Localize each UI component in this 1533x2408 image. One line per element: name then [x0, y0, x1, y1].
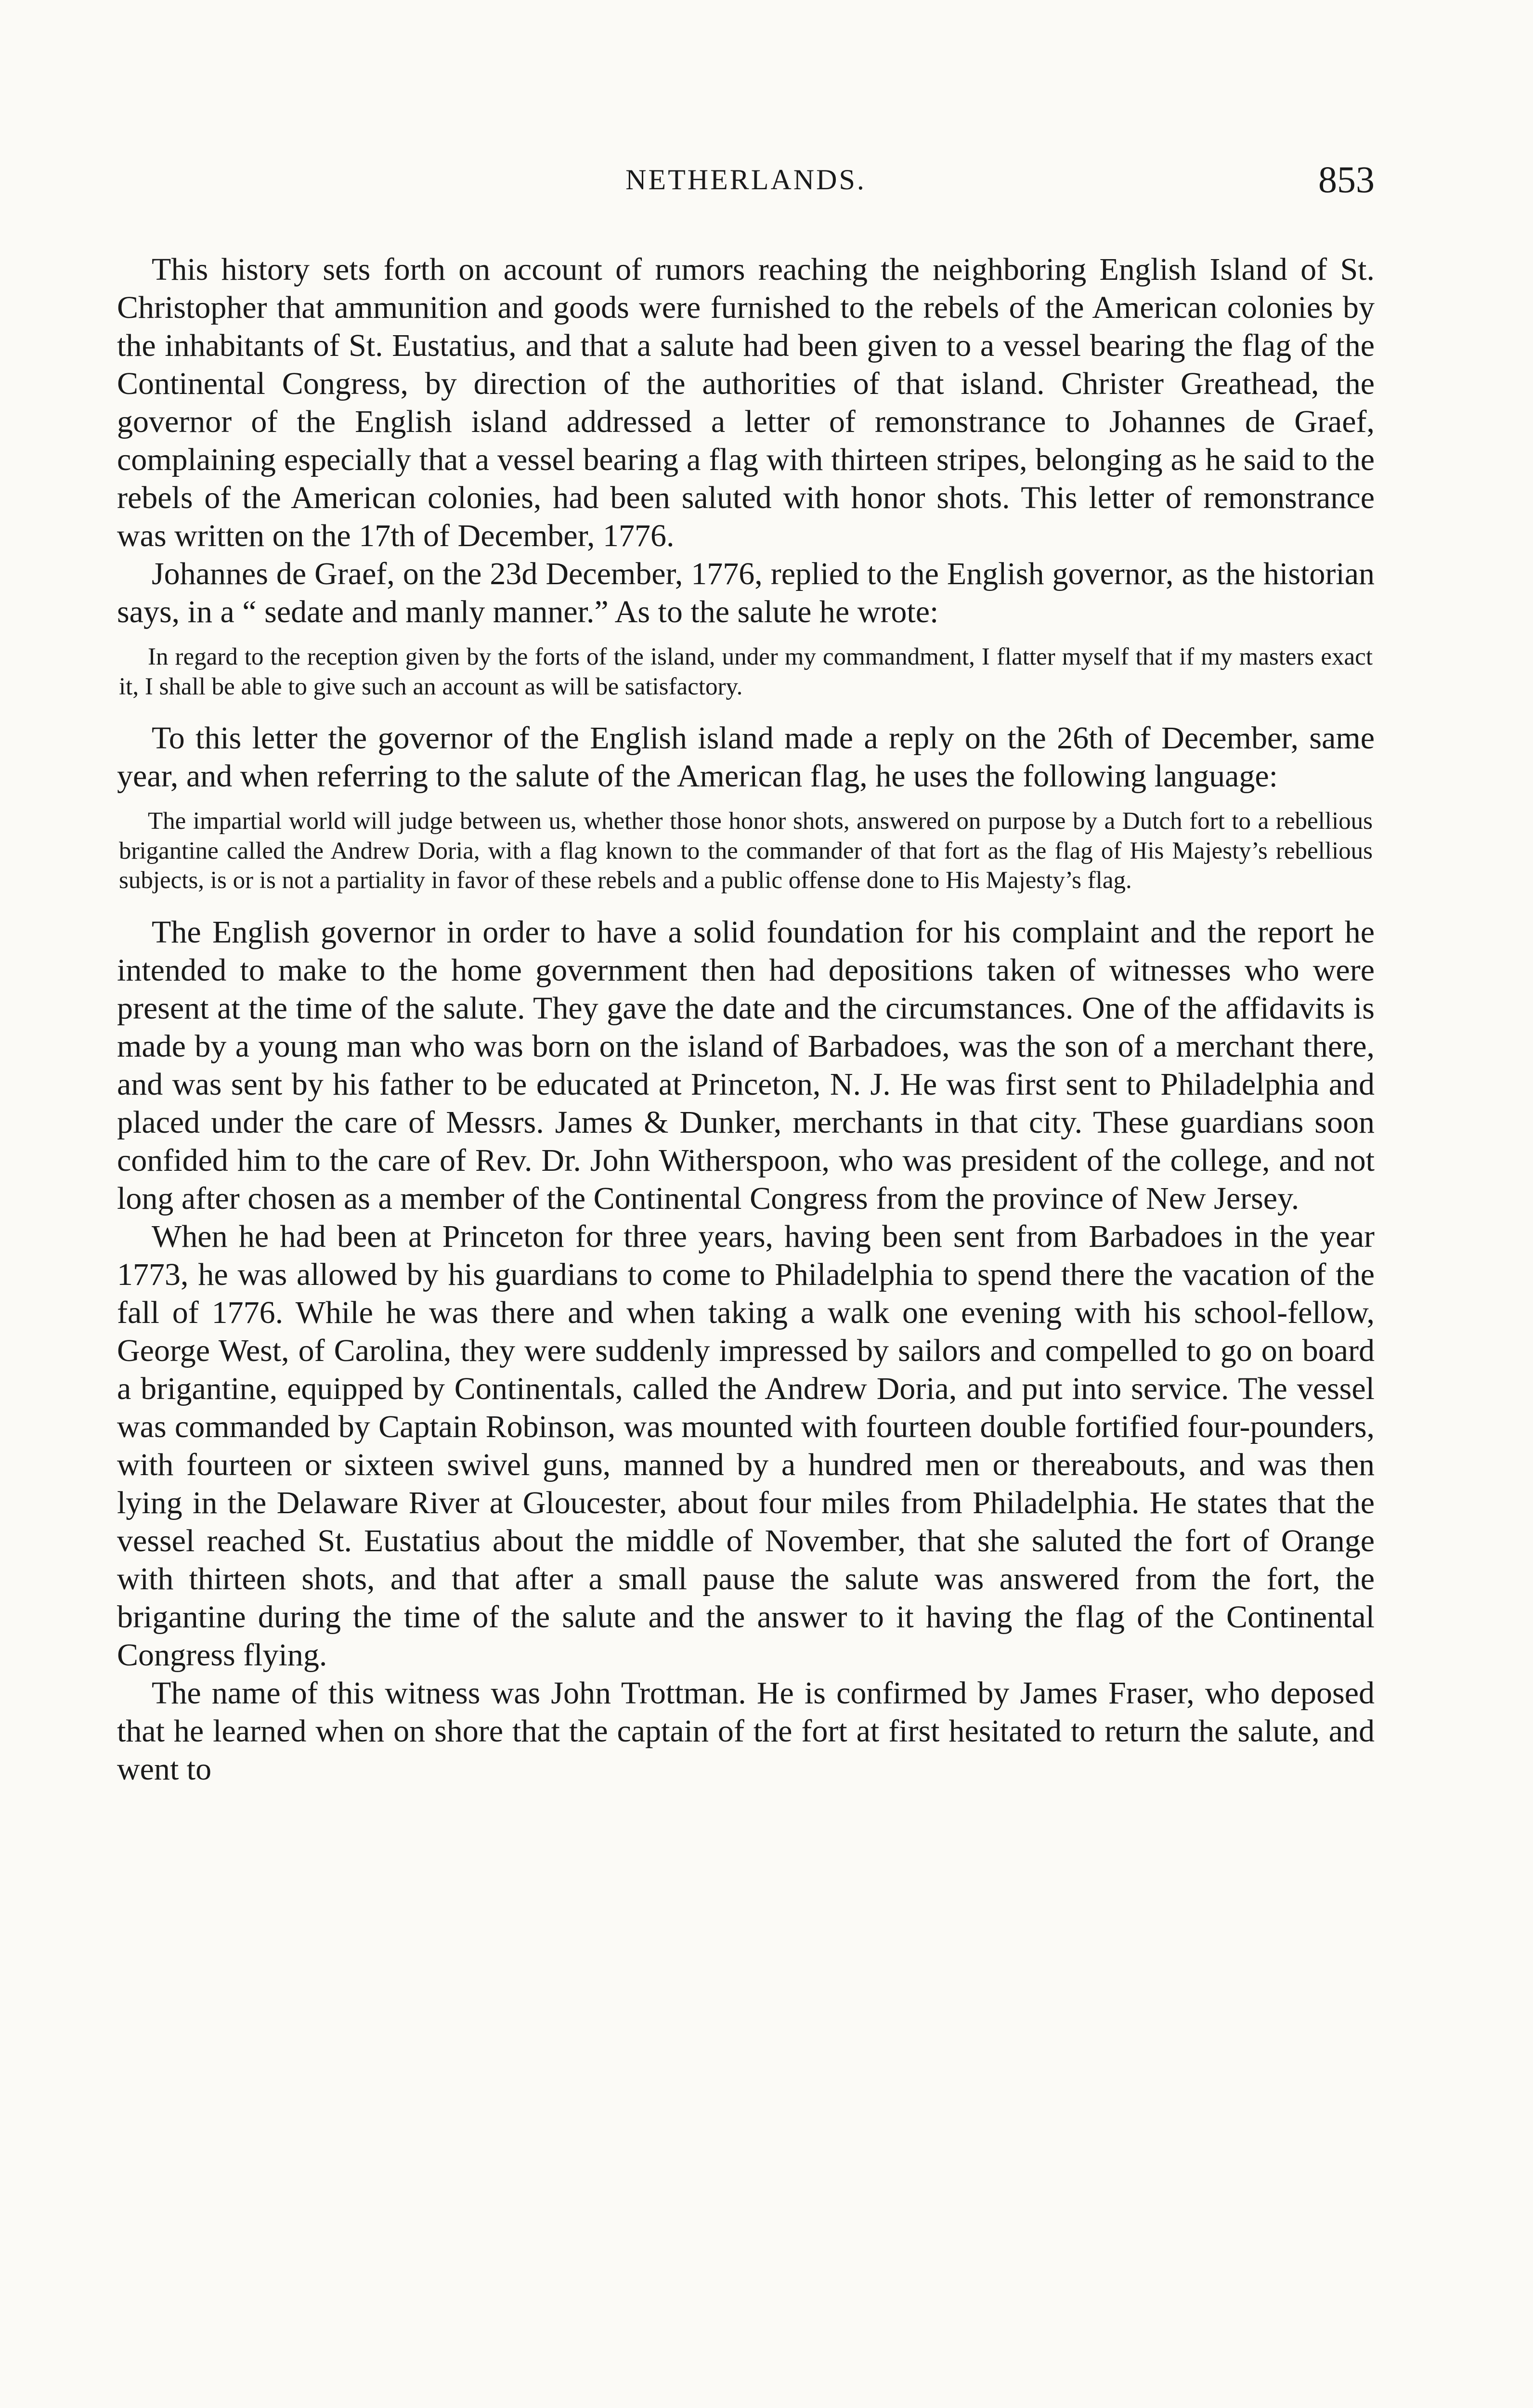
- paragraph-3: To this letter the governor of the English island made a reply on the 26th of December, same year, and when referring to the salute of the American flag, he uses the following language:: [117, 720, 1375, 794]
- block-quote-2: The impartial world will judge between us, whether those honor shots, answered on purpose by a Dutch fort to a rebellious brigantine called the Andrew Doria, with a flag known to the commander of that fort as the flag of His Majesty’s rebellious subjects, is or is not a partiality in favor of these rebels and a public offense done to His Majesty’s flag.: [119, 808, 1373, 894]
- paragraph-5: When he had been at Princeton for three years, having been sent from Barbadoes in the year 1773, he was allowed by his guardians to come to Philadelphia to spend there the vacation of the fall of 1776. While he was there and when taking a walk one evening with his school-fellow, George West, of Carolina, they were suddenly impressed by sailors and compelled to go on board a brigantine, equipped by Continentals, called the Andrew Doria, and put into service. The vessel was commanded by Captain Robinson, was mounted with fourteen double fortified four-pounders, with fourteen or sixteen swivel guns, manned by a hundred men or thereabouts, and was then lying in the Delaware River at Gloucester, about four miles from Philadelphia. He states that the vessel reached St. Eustatius about the middle of November, that she saluted the fort of Orange with thirteen shots, and that after a small pause the salute was answered from the fort, the brigantine during the time of the salute and the answer to it having the flag of the Continental Congress flying.: [117, 1218, 1375, 1673]
- page-number: 853: [1318, 158, 1375, 200]
- paragraph-1: This history sets forth on account of rumors reaching the neighboring English Island of St. Christopher that ammunition and goods were furnished to the rebels of the American colonies by the inhabitants of St. Eustatius, and that a salute had been given to a vessel bearing the flag of the Continental Congress, by direction of the authorities of that island. Christer Greathead, the governor of the English island addressed a letter of remonstrance to Johannes de Graef, complaining especially that a vessel bearing a flag with thirteen stripes, belonging as he said to the rebels of the American colonies, had been saluted with honor shots. This letter of remonstrance was written on the 17th of December, 1776.: [117, 252, 1375, 553]
- block-quote-1: In regard to the reception given by the forts of the island, under my commandment, I flatter myself that if my masters exact it, I shall be able to give such an account as will be satisfactory.: [119, 643, 1373, 700]
- paragraph-2: Johannes de Graef, on the 23d December, 1776, replied to the English governor, as the historian says, in a “ sedate and manly manner.” As to the salute he wrote:: [117, 556, 1375, 629]
- paragraph-6: The name of this witness was John Trottman. He is confirmed by James Fraser, who deposed that he learned when on shore that the captain of the fort at first hesitated to return the salute, and went to: [117, 1675, 1375, 1787]
- page: [117, 153, 1375, 1788]
- paragraph-4: The English governor in order to have a solid foundation for his complaint and the report he intended to make to the home government then had depositions taken of witnesses who were present at the time of the salute. They gave the date and the circumstances. One of the affidavits is made by a young man who was born on the island of Barbadoes, was the son of a merchant there, and was sent by his father to be educated at Princeton, N. J. He was first sent to Philadelphia and placed under the care of Messrs. James & Dunker, merchants in that city. These guardians soon confided him to the care of Rev. Dr. John Witherspoon, who was president of the college, and not long after chosen as a member of the Continental Congress from the province of New Jersey.: [117, 914, 1375, 1216]
- running-head: [117, 153, 1375, 206]
- running-title: NETHERLANDS.: [625, 164, 866, 196]
